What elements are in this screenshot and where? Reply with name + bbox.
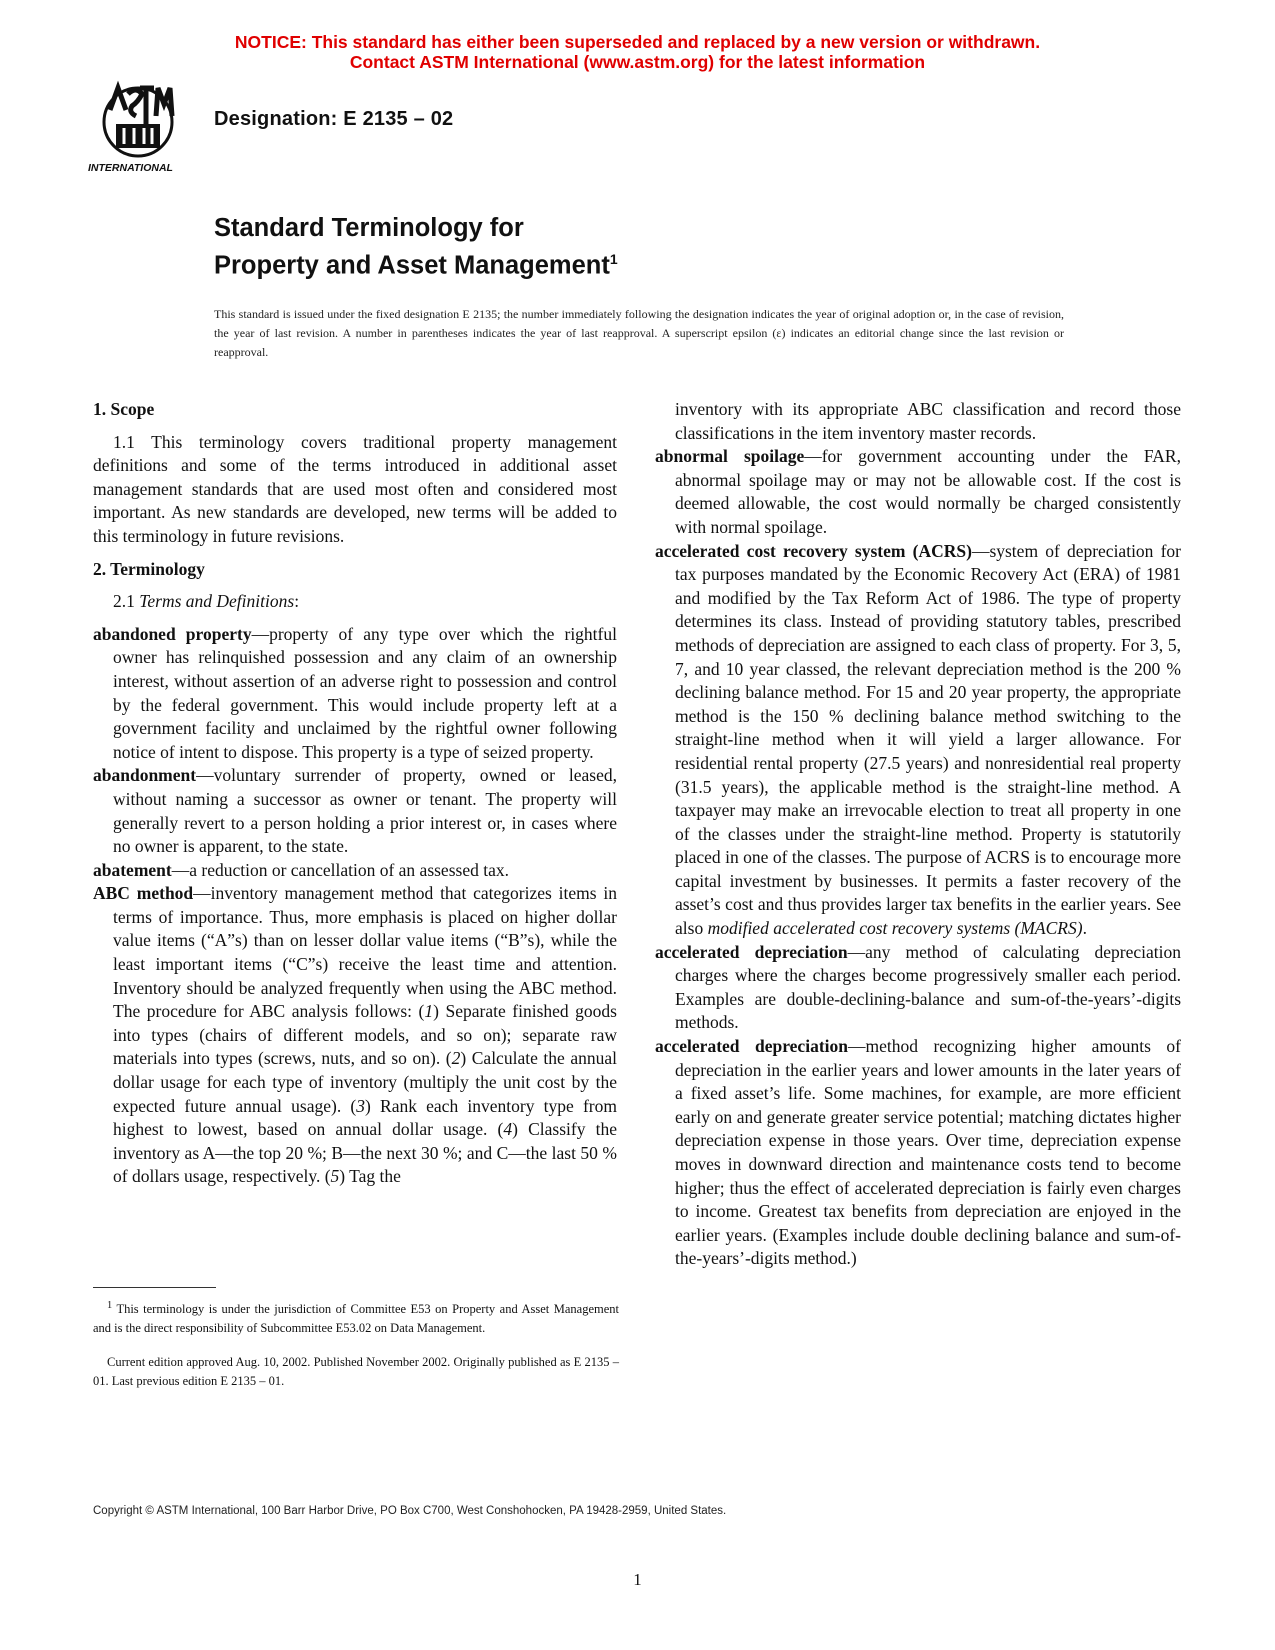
entry-accelerated-depreciation-2: accelerated depreciation—method recognizing higher amounts of depreciation in the earlier years and lower amounts in the later years of a fixed asset’s life. Some machines, for example, are more efficient early on and generate greater service potential; matching dictates higher depreciation expense in those years. Over time, depreciation expense moves in downward direction and maintenance costs tend to become higher; thus the effect of accelerated depreciation is fairly even charges to income. Greatest tax benefits from depreciation are enjoyed in the earlier years. (Examples include double declining balance and sum-of-the-years’-digits method.) <box>655 1036 1182 1269</box>
issued-note: This standard is issued under the fixed designation E 2135; the number immediately following the designation indicates the year of original adoption or, in the case of revision, the year of last revision. A number in parentheses indicates the year of last reapproval. A superscript epsilon (ε) indicates an editorial change since the last revision or reapproval. <box>214 307 1064 359</box>
terminology-heading: 2. Terminology <box>93 558 205 579</box>
entry-abandonment: abandonment—voluntary surrender of property, owned or leased, without naming a successor as owner or tenant. The property will generally revert to a person holding a prior interest or, in cases where no owner is apparent, to the state. <box>93 765 617 857</box>
entry-acrs: accelerated cost recovery system (ACRS)—system of depreciation for tax purposes mandated by the Economic Recovery Act (ERA) of 1981 and modified by the Tax Reform Act of 1986. The type of property determines its class. Instead of providing statutory tables, prescribed methods of depreciation are assigned to each class of property. For 3, 5, 7, and 10 year classed, the relevant depreciation method is the 200 % declining balance method. For 15 and 20 year property, the appropriate method is the 150 % declining balance method switching to the straight-line method when it will yield a larger allowance. For residential rental property (27.5 years) and nonresidential real property (31.5 years), the applicable method is the straight-line method. A taxpayer may make an irrevocable election to treat all property in one of the classes under the straight-line method. Property is statutorily placed in one of the classes. The purpose of ACRS is to encourage more capital investment by businesses. It permits a faster recovery of the asset’s cost and thus provides larger tax benefits in the earlier years. See also modified accelerated cost recovery systems (MACRS). <box>655 540 1181 939</box>
copyright-line: Copyright © ASTM International, 100 Barr Harbor Drive, PO Box C700, West Conshohocken, PA 19428-2959, United States. <box>93 1505 727 1517</box>
footnote-1: $^1$ This terminology is under the jurisdiction of Committee E53 on Property and Asset Management and is the direct responsibility of Subcommittee E53.02 on Data Management. <box>93 1300 619 1336</box>
page-number: 1 <box>633 1570 642 1589</box>
footnote-2: Current edition approved Aug. 10, 2002. Published November 2002. Originally published as E 2135 – 01. Last previous edition E 2135 – 01. <box>93 1355 619 1388</box>
supersede-notice-line2: Contact ASTM International (www.astm.org) for the latest information <box>349 52 926 72</box>
supersede-notice-line1: NOTICE: This standard has either been superseded and replaced by a new version or withdrawn. <box>234 32 1041 52</box>
logo-text: INTERNATIONAL <box>88 162 173 174</box>
left-column <box>93 398 617 1189</box>
astm-logo-icon <box>88 80 196 176</box>
scope-heading: 1. Scope <box>93 399 155 419</box>
document-title <box>214 213 618 282</box>
entry-abc-method: ABC method—inventory management method that categorizes items in terms of importance. Thus, more emphasis is placed on higher dollar value items (“A”s) than on lesser dollar value items (“B”s), while the least important items (“C”s) receive the least time and attention. Inventory should be analyzed frequently when using the ABC method. The procedure for ABC analysis follows: (1) Separate finished goods into types (chairs of different models, and so on); separate raw materials into types (screws, nuts, and so on). (2) Calculate the annual dollar usage for each type of inventory (multiply the unit cost by the expected future annual usage). (3) Rank each inventory type from highest to lowest, based on annual dollar usage. (4) Classify the inventory as A—the top 20 %; B—the next 30 %; and C—the last 50 % of dollars usage, respectively. (5) Tag the <box>93 883 618 1187</box>
entry-abandoned-property: abandoned property—property of any type over which the rightful owner has relinquished possession and any claim of an ownership interest, without assertion of an adverse right to possession and control by the federal government. This would include property left at a government facility and unclaimed by the rightful owner following notice of intent to dispose. This property is a type of seized property. <box>93 623 617 762</box>
right-column <box>655 398 1181 1271</box>
astm-logo <box>88 80 196 176</box>
terms-subheading: 2.1 Terms and Definitions: <box>113 591 300 612</box>
entry-abnormal-spoilage: abnormal spoilage—for government accounting under the FAR, abnormal spoilage may or may not be allowable cost. If the cost is deemed allowable, the cost would normally be charged consistently with normal spoilage. <box>655 446 1181 537</box>
title-line2: Property and Asset Management <box>214 251 610 280</box>
entry-abatement: abatement—a reduction or cancellation of an assessed tax. <box>93 859 509 880</box>
title-line1: Standard Terminology for <box>214 214 524 242</box>
abc-method-continued: inventory with its appropriate ABC classification and record those classifications in the item inventory master records. <box>675 399 1181 443</box>
scope-text: 1.1 This terminology covers traditional property management definitions and some of the terms introduced in additional asset management standards that are used most often and considered most important. As new standards are developed, new terms will be added to this terminology in future revisions. <box>93 431 617 546</box>
footnote-divider <box>93 1287 216 1288</box>
entry-accelerated-depreciation-1: accelerated depreciation—any method of calculating depreciation charges where the charges become progressively smaller each period. Examples are double-declining-balance and sum-of-the-years’-digits methods. <box>655 941 1181 1033</box>
title-footnote-mark: 1 <box>609 251 618 267</box>
designation: Designation: E 2135 – 02 <box>214 108 454 130</box>
